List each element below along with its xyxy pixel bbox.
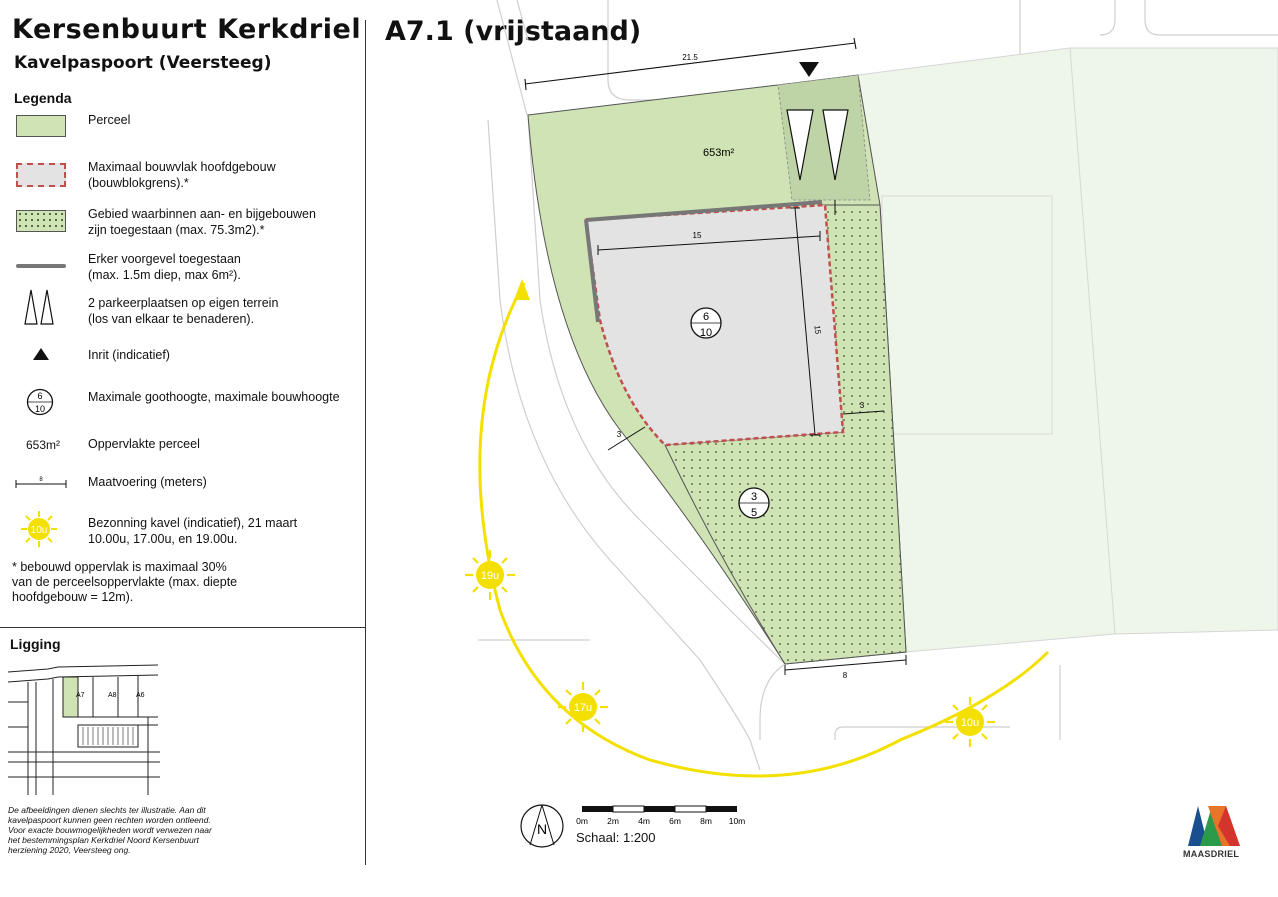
svg-text:A7: A7 xyxy=(76,692,85,699)
brand-name: MAASDRIEL xyxy=(1183,849,1240,859)
legend-item-text xyxy=(88,159,276,191)
legend-item-text xyxy=(88,251,241,283)
legend-heading: Legenda xyxy=(14,90,72,106)
legend-line: Erker voorgevel toegestaan xyxy=(88,252,241,266)
svg-text:A6: A6 xyxy=(136,692,145,699)
scale-bar xyxy=(576,806,745,826)
svg-text:8m: 8m xyxy=(700,816,712,826)
legend-item-text xyxy=(88,389,340,405)
page-title: Kersenbuurt Kerkdriel xyxy=(12,14,362,45)
inrit-marker xyxy=(799,62,819,77)
legend-dimension-icon xyxy=(14,475,68,489)
legend-parking-icon xyxy=(22,288,58,326)
legend-line: 2 parkeerplaatsen op eigen terrein xyxy=(88,296,279,310)
legend-item-text xyxy=(88,474,207,490)
site-plan xyxy=(367,0,1278,897)
svg-text:17u: 17u xyxy=(573,702,593,714)
panel-divider xyxy=(0,627,365,628)
legend-item-text xyxy=(88,112,130,128)
height-marker-annex xyxy=(739,488,769,519)
svg-text:10u: 10u xyxy=(30,525,48,536)
svg-text:8: 8 xyxy=(842,671,848,680)
maasdriel-logo xyxy=(1188,806,1240,846)
legend-line: Bezonning kavel (indicatief), 21 maart xyxy=(88,516,298,530)
legend-perceel-swatch xyxy=(16,115,66,137)
legend-line: Gebied waarbinnen aan- en bijgebouwen xyxy=(88,207,316,221)
svg-text:N: N xyxy=(536,821,548,837)
svg-text:A8: A8 xyxy=(108,692,117,699)
svg-text:10: 10 xyxy=(34,404,46,414)
location-map xyxy=(8,657,160,795)
vertical-divider xyxy=(365,20,366,865)
svg-text:10m: 10m xyxy=(728,816,746,826)
legend-line: Maximale goothoogte, maximale bouwhoogte xyxy=(88,390,340,404)
svg-text:10: 10 xyxy=(699,327,713,339)
svg-text:21.5: 21.5 xyxy=(682,53,698,62)
plan-title: A7.1 (vrijstaand) xyxy=(385,16,642,47)
svg-text:15: 15 xyxy=(692,231,702,240)
svg-text:653m²: 653m² xyxy=(703,147,735,159)
svg-text:15: 15 xyxy=(812,324,823,335)
svg-text:5: 5 xyxy=(750,507,758,519)
page-subtitle: Kavelpaspoort (Veersteeg) xyxy=(14,53,272,73)
legend-item-text xyxy=(88,295,278,327)
legend-inrit-icon xyxy=(32,347,50,361)
sun-19u xyxy=(465,550,515,600)
svg-text:3: 3 xyxy=(859,401,865,410)
legend-item-text xyxy=(88,436,200,452)
svg-text:2m: 2m xyxy=(607,816,619,826)
legend-line: (bouwblokgrens).* xyxy=(88,176,189,190)
ligging-heading: Ligging xyxy=(10,636,61,652)
legend-item-text xyxy=(88,347,170,363)
legend-line: Perceel xyxy=(88,113,131,127)
svg-text:0m: 0m xyxy=(576,816,588,826)
svg-text:6: 6 xyxy=(702,311,710,323)
legend-line: Inrit (indicatief) xyxy=(88,348,170,362)
legend-item-text xyxy=(88,206,316,238)
sun-17u xyxy=(558,682,608,732)
svg-text:3: 3 xyxy=(750,491,758,503)
svg-text:19u: 19u xyxy=(480,570,500,582)
svg-text:8: 8 xyxy=(39,477,43,483)
legend-line: Oppervlakte perceel xyxy=(88,437,200,451)
sun-10u xyxy=(945,697,995,747)
svg-text:10u: 10u xyxy=(960,717,980,729)
legend-item-text xyxy=(88,515,297,547)
north-arrow xyxy=(521,805,563,847)
legend-area-label: 653m² xyxy=(26,438,61,452)
legend-line: Maatvoering (meters) xyxy=(88,475,207,489)
legend-line: zijn toegestaan (max. 75.3m2).* xyxy=(88,223,265,237)
svg-text:3: 3 xyxy=(616,430,622,439)
svg-text:4m: 4m xyxy=(638,816,650,826)
legend-height-icon xyxy=(26,388,54,416)
svg-text:6m: 6m xyxy=(669,816,681,826)
scale-label: Schaal: 1:200 xyxy=(576,830,656,845)
legend-line: Maximaal bouwvlak hoofdgebouw xyxy=(88,160,276,174)
legend-line: (los van elkaar te benaderen). xyxy=(88,312,255,326)
disclaimer: De afbeeldingen dienen slechts ter illustratie. Aan dit kavelpaspoort kunnen geen rechten worden ontleend. Voor exacte bouwmogelijkheden wordt verwezen naar het bestemmingsplan Kerkdriel Noord Kersenbuurt herziening 2020, Veersteeg ong. xyxy=(8,805,212,855)
legend-sun-icon xyxy=(20,510,58,548)
legend-bouwvlak-swatch xyxy=(16,163,66,187)
legend-line: 10.00u, 17.00u, en 19.00u. xyxy=(88,532,238,546)
height-marker-main xyxy=(691,308,721,339)
legend-erker-line xyxy=(16,264,66,268)
legend-line: (max. 1.5m diep, max 6m²). xyxy=(88,268,241,282)
legend-bijgebouwen-swatch xyxy=(16,210,66,232)
svg-text:6: 6 xyxy=(37,391,43,401)
footnote: * bebouwd oppervlak is maximaal 30% van de perceelsoppervlakte (max. diepte hoofdgebouw = 12m). xyxy=(12,560,238,604)
